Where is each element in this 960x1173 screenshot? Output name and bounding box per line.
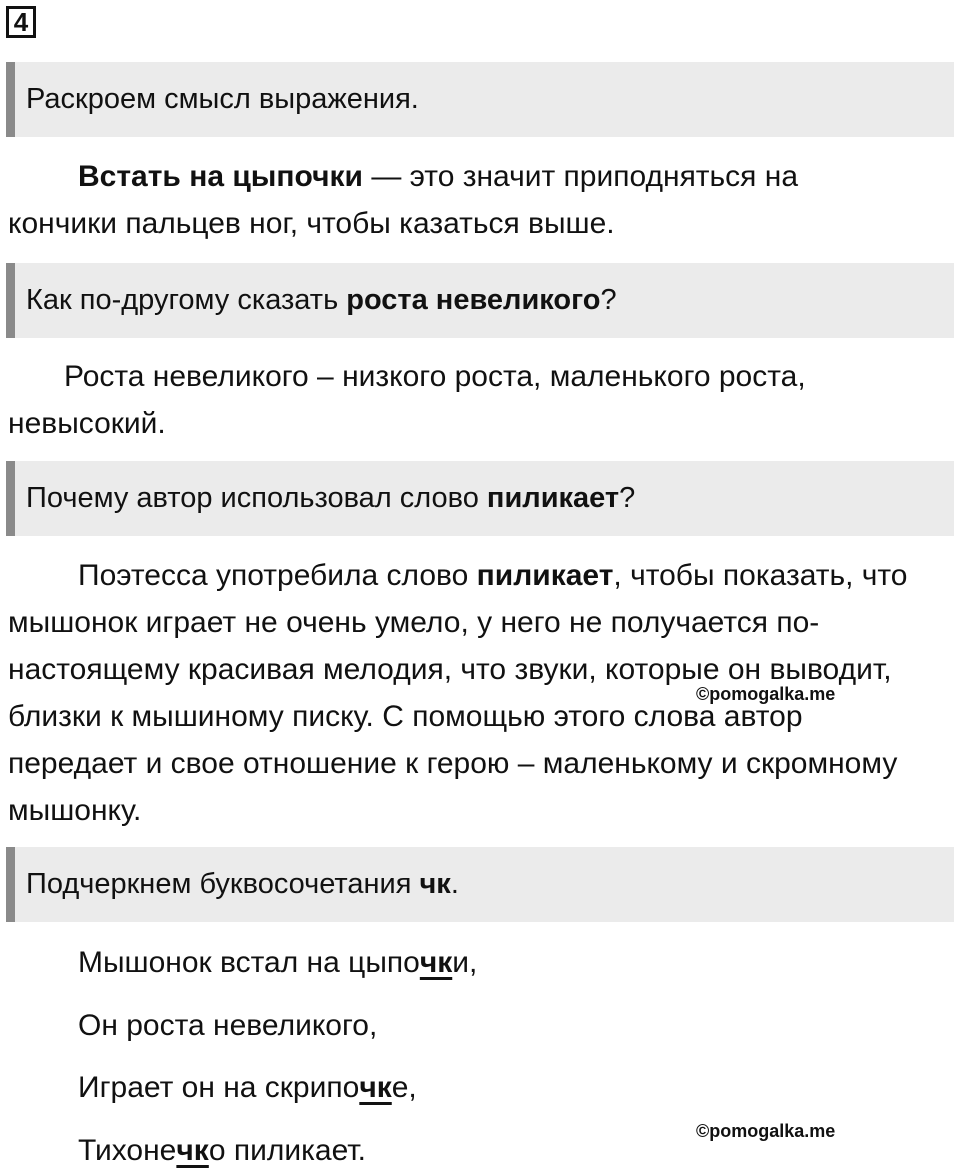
question-3-bold: пиликает <box>486 482 620 514</box>
question-3-text <box>26 482 635 515</box>
question-block-4 <box>6 847 954 922</box>
watermark-text: ©pomogalka.me <box>696 1121 836 1141</box>
question-3-pre: Почему автор использовал слово <box>26 482 487 514</box>
question-4-text <box>26 868 459 901</box>
question-4-pre: Подчеркнем буквосочетания <box>26 868 420 900</box>
poem-line-4-post: о пиликает. <box>208 1134 367 1167</box>
poem-line-2-pre: Он роста невеликого, <box>78 1009 378 1042</box>
question-4-post: . <box>450 868 459 900</box>
answer-3-bold: пиликает <box>476 559 614 592</box>
task-number-box <box>6 6 36 38</box>
answer-2-text: Роста невеликого – низкого роста, маленького роста, невысокий. <box>8 360 806 440</box>
answer-1-term: Встать на цыпочки <box>78 160 363 193</box>
poem-line-1-pre: Мышонок встал на цыпо <box>78 946 420 979</box>
poem-line-1-mark: чк <box>419 946 453 979</box>
answer-paragraph-2 <box>8 353 908 447</box>
watermark-text: ©pomogalka.me <box>696 684 836 704</box>
task-number: 4 <box>13 7 29 37</box>
question-block-2 <box>6 263 954 338</box>
poem-line-3-post: е, <box>391 1071 417 1104</box>
question-2-post: ? <box>600 284 617 316</box>
question-3-post: ? <box>619 482 636 514</box>
answer-3-post: , чтобы показать, что мышонок играет не очень умело, у него не получается по-настоящему красивая мелодия, что звуки, которые он выводит, близки к мышиному писку. С помощью этого слова автор передает и свое отношение к герою – маленькому и скромному мышонку. <box>8 559 908 827</box>
poem-line-2 <box>78 1008 377 1044</box>
answer-paragraph-1 <box>8 153 908 247</box>
poem-line-3-pre: Играет он на скрипо <box>78 1071 360 1104</box>
poem-line-3 <box>78 1070 417 1106</box>
question-4-bold: чк <box>419 868 451 900</box>
question-1-text: Раскроем смысл выражения. <box>26 83 419 115</box>
question-block-3 <box>6 461 954 536</box>
answer-1-rest: — это значит приподняться на кончики пальцев ног, чтобы казаться выше. <box>8 160 799 240</box>
poem-line-1 <box>78 945 477 981</box>
poem-line-1-post: и, <box>452 946 478 979</box>
question-2-text <box>26 284 617 317</box>
question-block-1 <box>6 62 954 137</box>
question-2-pre: Как по-другому сказать <box>26 284 347 316</box>
poem-line-4 <box>78 1133 366 1169</box>
poem-line-3-mark: чк <box>359 1071 392 1104</box>
answer-3-pre: Поэтесса употребила слово <box>78 559 477 592</box>
poem-line-4-pre: Тихоне <box>78 1134 177 1167</box>
poem-line-4-mark: чк <box>176 1134 209 1167</box>
question-2-bold: роста невеликого <box>346 284 601 316</box>
